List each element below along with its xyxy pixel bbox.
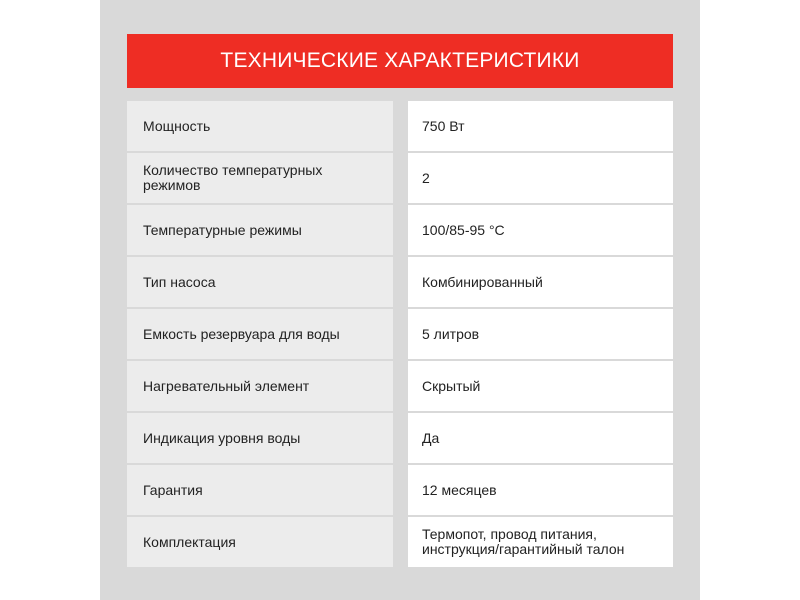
spec-value-cell	[408, 517, 673, 567]
spec-value-cell	[408, 153, 673, 203]
spec-label: Комплектация	[143, 533, 236, 550]
spec-value-cell	[408, 465, 673, 515]
spec-label: Температурные режимы	[143, 221, 302, 238]
spec-title: ТЕХНИЧЕСКИЕ ХАРАКТЕРИСТИКИ	[220, 49, 580, 72]
spec-row-pump-type	[127, 257, 673, 307]
spec-header	[127, 34, 673, 88]
spec-label-cell	[127, 413, 393, 463]
spec-label: Гарантия	[143, 481, 203, 498]
spec-label-cell	[127, 465, 393, 515]
spec-value: 750 Вт	[422, 117, 465, 134]
spec-row-power	[127, 101, 673, 151]
spec-label: Индикация уровня воды	[143, 429, 301, 446]
spec-value-cell	[408, 101, 673, 151]
spec-label-cell	[127, 309, 393, 359]
spec-label: Нагревательный элемент	[143, 377, 310, 394]
spec-label-cell	[127, 257, 393, 307]
spec-value: Да	[422, 429, 440, 446]
spec-label: Количество температурных режимов	[143, 162, 323, 193]
spec-row-temp-modes-count	[127, 153, 673, 203]
spec-label-cell	[127, 101, 393, 151]
spec-value: Комбинированный	[422, 273, 543, 290]
spec-label: Тип насоса	[143, 273, 216, 290]
spec-value-cell	[408, 257, 673, 307]
spec-value: Термопот, провод питания, инструкция/гарантийный талон	[422, 526, 625, 557]
spec-label-cell	[127, 361, 393, 411]
spec-value-cell	[408, 413, 673, 463]
spec-row-temp-modes	[127, 205, 673, 255]
spec-row-tank-capacity	[127, 309, 673, 359]
spec-value-cell	[408, 309, 673, 359]
spec-table	[127, 101, 673, 569]
spec-label-cell	[127, 205, 393, 255]
spec-value-cell	[408, 361, 673, 411]
spec-value: 5 литров	[422, 325, 480, 342]
spec-label: Емкость резервуара для воды	[143, 325, 340, 342]
spec-value: 100/85-95 °С	[422, 221, 505, 238]
spec-label: Мощность	[143, 117, 211, 134]
spec-label-cell	[127, 517, 393, 567]
spec-row-warranty	[127, 465, 673, 515]
spec-row-package	[127, 517, 673, 567]
spec-value-cell	[408, 205, 673, 255]
spec-value: Скрытый	[422, 377, 481, 394]
spec-row-water-level	[127, 413, 673, 463]
spec-value: 12 месяцев	[422, 481, 497, 498]
spec-value: 2	[422, 169, 430, 186]
spec-row-heating-element	[127, 361, 673, 411]
spec-label-cell	[127, 153, 393, 203]
